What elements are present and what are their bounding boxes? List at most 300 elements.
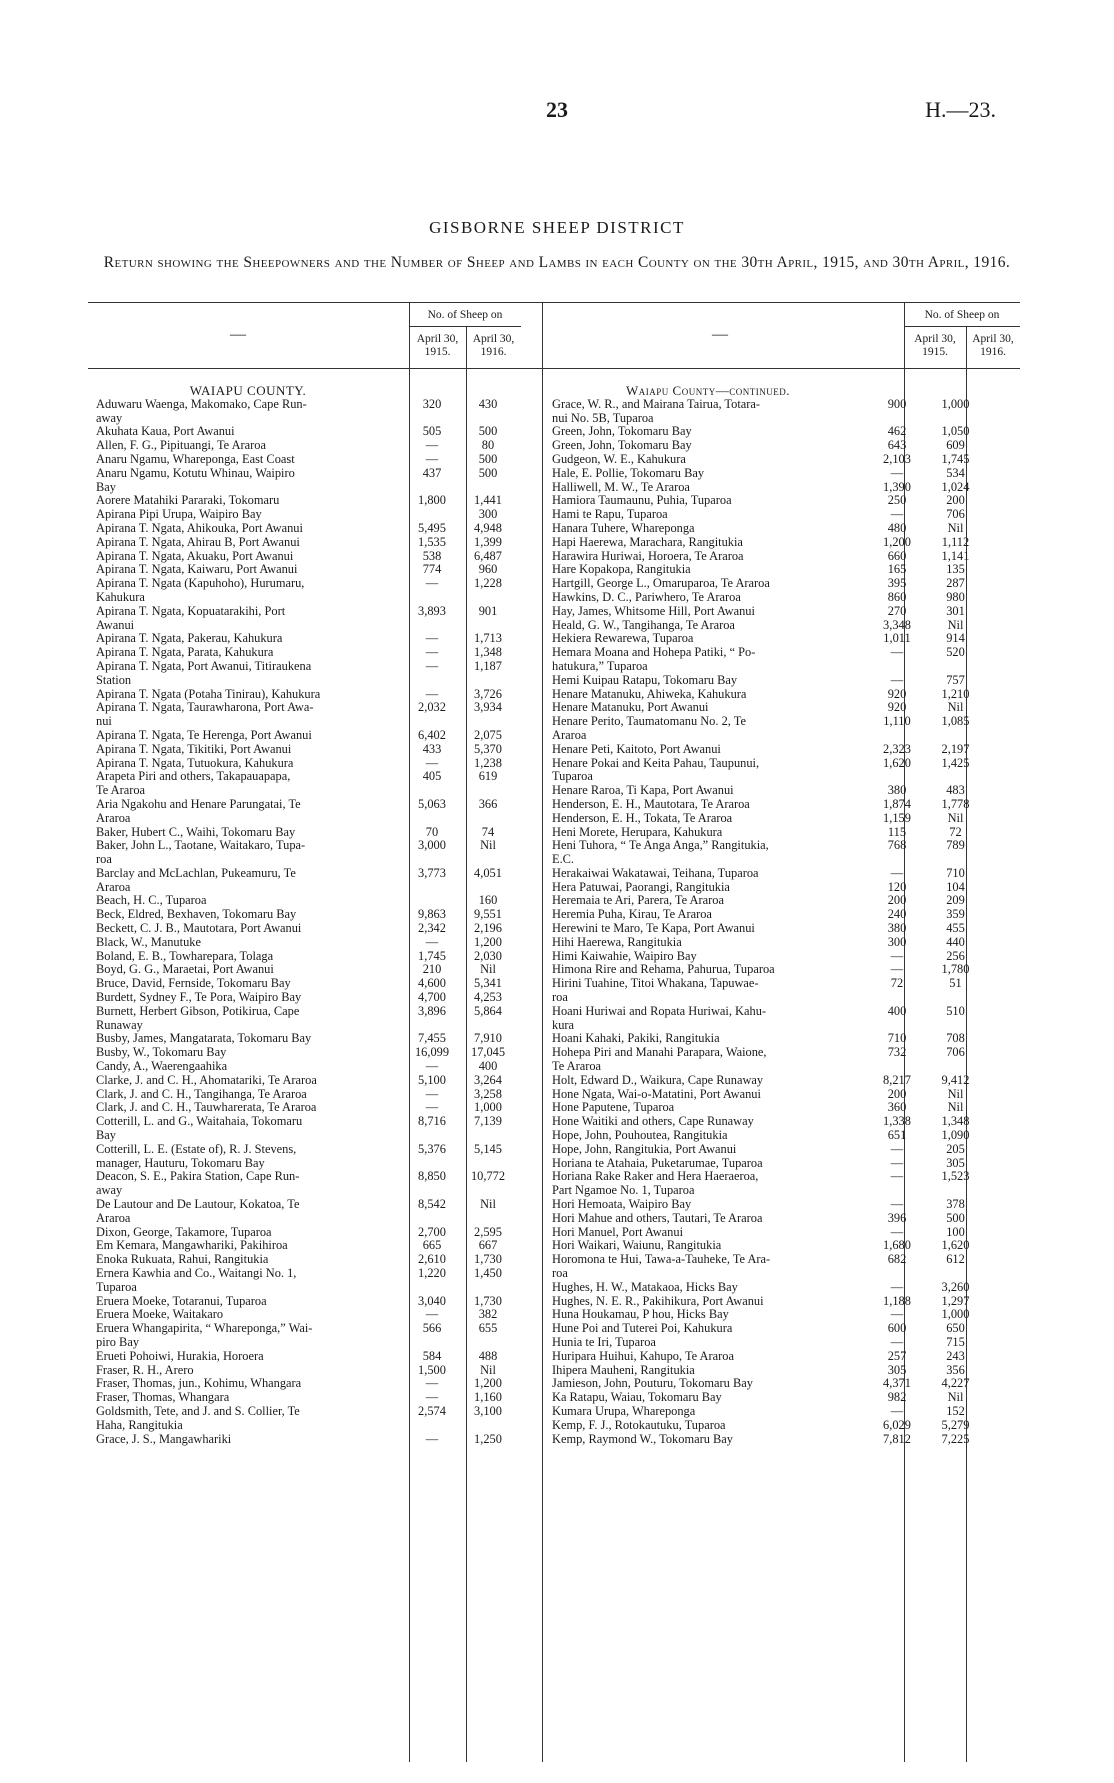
sheep-1915-cell: 1,500 <box>418 1362 446 1377</box>
table-row <box>96 936 514 950</box>
table-row <box>552 605 983 619</box>
owner-name-cell: Burdett, Sydney F., Te Pora, Waipiro Bay <box>96 991 302 1005</box>
owner-name-cell: Hori Mahue and others, Tautari, Te Araroa <box>552 1211 763 1225</box>
table-header-rule <box>88 368 1020 369</box>
sheep-1915-cell: 900 <box>887 396 907 411</box>
sheep-1916-cell: 51 <box>949 976 962 991</box>
sheep-1916-cell: 5,370 <box>474 741 502 756</box>
table-row <box>96 950 514 964</box>
owner-name-cell: Herewini te Maro, Te Kapa, Port Awanui <box>552 922 755 936</box>
sheep-1915-cell: 5,495 <box>418 520 446 535</box>
sheep-1916-cell: 74 <box>481 824 495 839</box>
sheep-1915-cell: 3,896 <box>418 1003 446 1018</box>
table-row <box>96 826 514 840</box>
sheep-1916-cell: 1,000 <box>941 396 970 411</box>
sheep-1915-cell: 165 <box>887 562 907 577</box>
table-row <box>552 701 983 715</box>
table-row <box>96 1336 514 1350</box>
owner-name-cell: Ihipera Mauheni, Rangitukia <box>552 1363 695 1377</box>
table-row <box>552 991 983 1005</box>
table-row <box>96 425 514 439</box>
sheep-1916-cell: 440 <box>946 934 965 949</box>
owner-name-cell: Gudgeon, W. E., Kahukura <box>552 452 686 466</box>
sheep-1915-cell <box>402 412 462 426</box>
sheep-1915-cell: — <box>425 1390 439 1405</box>
sheep-1916-cell: 160 <box>478 893 498 908</box>
table-row <box>96 770 514 784</box>
sheep-1916-cell: 152 <box>946 1403 965 1418</box>
owner-name-cell: away <box>96 1184 123 1198</box>
sheep-1916-cell <box>462 1419 514 1433</box>
sheep-1915-cell: 305 <box>887 1362 907 1377</box>
sheep-1915-cell: 1,745 <box>418 948 446 963</box>
sheep-1915-cell <box>402 1419 462 1433</box>
table-row <box>96 908 514 922</box>
owner-name-cell: manager, Hauturu, Tokomaru Bay <box>96 1156 265 1170</box>
owner-name-cell: Heremia Puha, Kirau, Te Araroa <box>552 908 712 922</box>
owner-name-cell: Hera Patuwai, Paorangi, Rangitukia <box>552 880 730 894</box>
sheep-1916-cell: 5,341 <box>474 976 502 991</box>
sheep-1915-cell: — <box>890 1307 904 1322</box>
table-row <box>552 1032 983 1046</box>
table-row <box>96 577 514 591</box>
sheep-1916-cell: 7,910 <box>474 1031 502 1046</box>
sheep-1915-cell <box>866 660 928 674</box>
owner-name-cell: Hoani Kahaki, Pakiki, Rangitukia <box>552 1032 720 1046</box>
table-row <box>96 743 514 757</box>
sheep-1916-cell: Nil <box>480 962 496 977</box>
sheep-1915-cell: 1,011 <box>883 631 911 646</box>
sheep-1916-cell: 500 <box>478 451 498 466</box>
table-row <box>96 839 514 853</box>
sheep-1916-cell <box>462 1129 514 1143</box>
table-row <box>96 439 514 453</box>
owner-name-cell: Apirana T. Ngata, Taurawharona, Port Awa- <box>96 701 314 715</box>
owner-name-cell: hatukura,” Tuparoa <box>552 659 648 673</box>
sheep-1916-cell: Nil <box>947 810 964 825</box>
sheep-1916-cell: 356 <box>946 1362 965 1377</box>
owner-name-cell: Hori Hemoata, Waipiro Bay <box>552 1198 692 1212</box>
owner-name-cell: Tuparoa <box>552 770 593 784</box>
owner-name-cell: Heald, G. W., Tangihanga, Te Araroa <box>552 618 735 632</box>
sheep-1916-cell: 9,551 <box>474 907 502 922</box>
page-number: 23 <box>546 97 568 122</box>
sheep-1915-cell: — <box>425 1431 439 1446</box>
table-row <box>552 922 983 936</box>
sheep-1916-cell: 4,227 <box>941 1376 970 1391</box>
table-row <box>552 1046 983 1060</box>
owner-name-cell: Hughes, H. W., Matakaoa, Hicks Bay <box>552 1280 738 1294</box>
owner-name-cell: Apirana T. Ngata, Akuaku, Port Awanui <box>96 549 294 563</box>
sheep-1915-cell <box>402 715 462 729</box>
table-row <box>552 522 983 536</box>
sheep-1915-cell <box>866 1267 928 1281</box>
sheep-1916-cell <box>928 1019 983 1033</box>
sheep-1915-cell: 8,217 <box>883 1072 911 1087</box>
owner-name-cell: Beckett, C. J. B., Mautotara, Port Awanui <box>96 922 302 936</box>
table-row <box>96 646 514 660</box>
table-row <box>552 1060 983 1074</box>
owner-name-cell: Hori Waikari, Waiunu, Rangitukia <box>552 1239 722 1253</box>
sheep-1915-cell: 4,700 <box>418 990 446 1005</box>
left-rows <box>96 398 514 1447</box>
sheep-1915-cell: 665 <box>422 1238 442 1253</box>
table-row <box>552 577 983 591</box>
table-row <box>552 1391 983 1405</box>
table-row <box>96 1129 514 1143</box>
center-divider <box>542 302 543 1762</box>
owner-name-cell: Awanui <box>96 618 135 632</box>
sheep-1915-cell: 2,323 <box>883 741 911 756</box>
table-row <box>96 1143 514 1157</box>
table-row <box>96 494 514 508</box>
owner-name-cell: Station <box>96 673 132 687</box>
sheep-1916-cell: 6,487 <box>474 548 502 563</box>
sheep-1915-cell: 6,402 <box>418 727 446 742</box>
table-row <box>552 1129 983 1143</box>
owner-name-cell: Cotterill, L. E. (Estate of), R. J. Stevens, <box>96 1142 297 1156</box>
sheep-1916-cell <box>462 784 514 798</box>
sheep-1915-cell: — <box>890 645 904 660</box>
right-rows <box>552 398 983 1447</box>
sheep-1915-cell: 2,032 <box>418 700 446 715</box>
sheep-1916-cell: 3,260 <box>941 1279 970 1294</box>
sheep-1915-cell: 8,850 <box>418 1169 446 1184</box>
owner-name-cell: Anaru Ngamu, Whareponga, East Coast <box>96 452 295 466</box>
sheep-1915-cell: 433 <box>422 741 442 756</box>
sheep-1915-cell: 380 <box>887 783 907 798</box>
sheep-1915-cell: 480 <box>887 520 907 535</box>
left-group-rule <box>409 326 521 327</box>
owner-name-cell: Grace, J. S., Mangawhariki <box>96 1432 232 1446</box>
sheep-1915-cell <box>402 1212 462 1226</box>
sheep-1916-cell: 488 <box>478 1348 498 1363</box>
table-row <box>96 729 514 743</box>
table-row <box>96 605 514 619</box>
sheep-1915-cell: — <box>425 1376 439 1391</box>
sheep-1916-cell <box>928 853 983 867</box>
sheep-1916-cell: 256 <box>946 948 965 963</box>
sheep-1915-cell <box>402 674 462 688</box>
sheep-1915-cell: — <box>890 465 904 480</box>
sheep-1916-cell: 1,160 <box>474 1390 502 1405</box>
sheep-1915-cell <box>866 991 928 1005</box>
owner-name-cell: Apirana T. Ngata, Port Awanui, Titiraukena <box>96 659 312 673</box>
right-group-label: No. of Sheep on <box>924 309 1000 321</box>
sheep-1916-cell: 483 <box>946 783 965 798</box>
sheep-1915-cell: 1,535 <box>418 534 446 549</box>
sheep-1915-cell <box>402 481 462 495</box>
sheep-1915-cell: 7,812 <box>883 1431 911 1446</box>
sheep-1915-cell: 2,342 <box>418 921 446 936</box>
sheep-1916-cell <box>928 991 983 1005</box>
sheep-1916-cell <box>462 674 514 688</box>
sheep-1916-cell: 1,441 <box>474 493 502 508</box>
owner-name-cell: Horomona te Hui, Tawa-a-Tauheke, Te Ara- <box>552 1253 771 1267</box>
table-row <box>96 508 514 522</box>
owner-name-cell: Apirana T. Ngata (Potaha Tinirau), Kahukura <box>96 687 321 701</box>
owner-name-cell: Hamiora Taumaunu, Puhia, Tuparoa <box>552 494 732 508</box>
sheep-1916-cell: Nil <box>480 1197 496 1212</box>
table-row <box>552 936 983 950</box>
owner-name-cell: Henare Matanuku, Ahiweka, Kahukura <box>552 687 747 701</box>
table-row <box>96 1350 514 1364</box>
sheep-1915-cell <box>402 1281 462 1295</box>
table-row <box>96 660 514 674</box>
sheep-1915-cell: 566 <box>422 1321 442 1336</box>
table-row <box>552 619 983 633</box>
sheep-1916-cell: 1,141 <box>941 548 970 563</box>
owner-name-cell: kura <box>552 1018 575 1032</box>
right-column <box>552 384 983 1446</box>
sheep-1916-cell: 2,196 <box>474 921 502 936</box>
sheep-1916-cell: 209 <box>946 893 965 908</box>
table-row <box>96 550 514 564</box>
owner-name-cell: Aduwaru Waenga, Makomako, Cape Run- <box>96 397 307 411</box>
sheep-1915-cell: — <box>425 1086 439 1101</box>
sheep-1915-cell: — <box>890 1155 904 1170</box>
owner-name-cell: Apirana T. Ngata, Tikitiki, Port Awanui <box>96 742 292 756</box>
table-row <box>552 1074 983 1088</box>
table-row <box>96 812 514 826</box>
sheep-1916-cell: 510 <box>946 1003 965 1018</box>
table-row <box>96 1253 514 1267</box>
right-col-1915: April 30, 1915. <box>914 333 956 358</box>
table-row <box>552 1170 983 1184</box>
sheep-1915-cell <box>866 1060 928 1074</box>
sheep-1916-cell <box>462 812 514 826</box>
table-row <box>552 812 983 826</box>
sheep-1916-cell: 2,197 <box>941 741 970 756</box>
sheep-1915-cell: 1,874 <box>883 796 911 811</box>
owner-name-cell: Apirana T. Ngata, Kopuatarakihi, Port <box>96 604 286 618</box>
sheep-1915-cell: 240 <box>887 907 907 922</box>
owner-name-cell: Ernera Kawhia and Co., Waitangi No. 1, <box>96 1267 297 1280</box>
sheep-1916-cell: 7,225 <box>941 1431 970 1446</box>
sheep-1915-cell: 5,100 <box>418 1072 446 1087</box>
table-row <box>96 1198 514 1212</box>
table-row <box>552 563 983 577</box>
sheep-1916-cell: 5,279 <box>941 1417 970 1432</box>
sheep-1915-cell <box>866 1184 928 1198</box>
sheep-1916-cell: 914 <box>946 631 965 646</box>
table-row <box>552 1157 983 1171</box>
sheep-1915-cell: 250 <box>887 493 907 508</box>
table-row <box>96 1088 514 1102</box>
owner-name-cell: Hale, E. Pollie, Tokomaru Bay <box>552 466 705 480</box>
sheep-1916-cell: Nil <box>480 1362 496 1377</box>
sheep-1916-cell: 7,139 <box>474 1114 502 1129</box>
sheep-1915-cell: 395 <box>887 576 907 591</box>
sheep-1916-cell: 1,778 <box>941 796 970 811</box>
sheep-1916-cell <box>928 1184 983 1198</box>
sheep-1916-cell: Nil <box>947 1100 964 1115</box>
sheep-1916-cell: 9,412 <box>941 1072 970 1087</box>
sheep-1916-cell: 1,200 <box>474 1376 502 1391</box>
sheep-1916-cell: 2,075 <box>474 727 502 742</box>
table-row <box>96 536 514 550</box>
owner-name-cell: Boyd, G. G., Maraetai, Port Awanui <box>96 963 274 977</box>
owner-name-cell: Heni Tuhora, “ Te Anga Anga,” Rangitukia, <box>552 839 769 853</box>
table-row <box>552 867 983 881</box>
table-row <box>552 508 983 522</box>
sheep-1915-cell: 120 <box>887 879 907 894</box>
owner-name-cell: Runaway <box>96 1018 143 1032</box>
owner-name-cell: Kemp, Raymond W., Tokomaru Bay <box>552 1432 733 1446</box>
sheep-1916-cell <box>462 881 514 895</box>
table-row <box>552 550 983 564</box>
table-row <box>552 1377 983 1391</box>
table-row <box>552 963 983 977</box>
table-row <box>96 853 514 867</box>
table-row <box>552 1115 983 1129</box>
table-row <box>96 1157 514 1171</box>
sheep-1915-cell: 4,600 <box>418 976 446 991</box>
owner-name-cell: Em Kemara, Mangawhariki, Pakihiroa <box>96 1239 288 1253</box>
sheep-1916-cell: 1,200 <box>474 934 502 949</box>
owner-name-cell: roa <box>552 1267 568 1280</box>
sheep-1915-cell: — <box>890 1197 904 1212</box>
sheep-1916-cell: 1,112 <box>941 534 970 549</box>
sheep-1915-cell: 396 <box>887 1210 907 1225</box>
owner-name-cell: Apirana T. Ngata, Te Herenga, Port Awanui <box>96 728 312 742</box>
owner-name-cell: Apirana T. Ngata, Parata, Kahukura <box>96 646 274 660</box>
table-row <box>552 1405 983 1419</box>
sheep-1916-cell: Nil <box>947 617 964 632</box>
owner-name-cell: nui <box>96 715 112 729</box>
owner-name-cell: Fraser, Thomas, jun., Kohimu, Whangara <box>96 1377 302 1391</box>
sheep-1915-cell: 1,220 <box>418 1266 446 1280</box>
sheep-1915-cell: — <box>425 686 439 701</box>
sheep-1915-cell: — <box>425 658 439 673</box>
table-row <box>552 1019 983 1033</box>
table-row <box>552 1350 983 1364</box>
sheep-1916-cell: Nil <box>947 1086 964 1101</box>
sheep-1916-cell <box>462 1157 514 1171</box>
sheep-1915-cell <box>402 784 462 798</box>
owner-name-cell: Part Ngamoe No. 1, Tuparoa <box>552 1184 695 1198</box>
sheep-1915-cell: 3,000 <box>418 838 446 853</box>
table-row <box>552 1419 983 1433</box>
county-heading-text: Waiapu County—continued. <box>626 383 790 398</box>
sheep-1915-cell: 210 <box>422 962 442 977</box>
sheep-1916-cell: 1,620 <box>941 1238 970 1253</box>
owner-name-cell: Hami te Rapu, Tuparoa <box>552 508 668 522</box>
sheep-1916-cell: 500 <box>946 1210 965 1225</box>
table-row <box>96 1212 514 1226</box>
sheep-1916-cell: 17,045 <box>470 1045 506 1060</box>
sheep-1915-cell: 5,376 <box>418 1141 446 1156</box>
sheep-1915-cell: — <box>425 934 439 949</box>
owner-name-cell: Jamieson, John, Pouturu, Tokomaru Bay <box>552 1377 753 1391</box>
sheep-1915-cell: 8,542 <box>418 1197 446 1212</box>
sheep-1916-cell: 1,523 <box>941 1169 970 1184</box>
sheep-1915-cell <box>402 1184 462 1198</box>
table-row <box>552 467 983 481</box>
owner-name-cell: roa <box>96 853 112 867</box>
sheep-1915-cell: 643 <box>887 438 907 453</box>
owner-name-cell: Araroa <box>96 1211 131 1225</box>
owner-name-cell: Green, John, Tokomaru Bay <box>552 425 692 439</box>
table-row <box>96 757 514 771</box>
sheep-1916-cell <box>462 591 514 605</box>
owner-name-cell: Deacon, S. E., Pakira Station, Cape Run- <box>96 1170 300 1184</box>
table-row <box>96 1005 514 1019</box>
sheep-1915-cell: — <box>425 1307 439 1322</box>
sheep-1915-cell: 768 <box>887 838 907 853</box>
sheep-1915-cell: 70 <box>425 824 439 839</box>
document-reference: H.—23. <box>925 97 996 122</box>
sheep-1916-cell: 200 <box>946 493 965 508</box>
sheep-1915-cell: — <box>890 1279 904 1294</box>
owner-name-cell: Bruce, David, Fernside, Tokomaru Bay <box>96 977 291 991</box>
table-row <box>552 1308 983 1322</box>
left-group-label: No. of Sheep on <box>427 309 503 321</box>
sheep-1916-cell: 5,145 <box>474 1141 502 1156</box>
sheep-1916-cell <box>462 1184 514 1198</box>
table-row <box>552 494 983 508</box>
owner-name-cell: Hohepa Piri and Manahi Parapara, Waione, <box>552 1046 767 1060</box>
sheep-1916-cell: 4,253 <box>474 990 502 1005</box>
owner-name-cell: Bay <box>96 480 116 494</box>
sheep-1915-cell <box>402 1336 462 1350</box>
owner-name-cell: Kahukura <box>96 590 145 604</box>
sheep-1915-cell: 538 <box>422 548 442 563</box>
sheep-1916-cell: 1,713 <box>474 631 502 646</box>
table-row <box>552 1253 983 1267</box>
sheep-1915-cell: 72 <box>890 976 904 991</box>
sheep-1915-cell: 3,348 <box>883 617 911 632</box>
sheep-1915-cell: 1,188 <box>883 1293 911 1308</box>
table-row <box>96 963 514 977</box>
owner-name-cell: Heni Morete, Herupara, Kahukura <box>552 825 723 839</box>
sheep-1916-cell: 382 <box>478 1307 498 1322</box>
sheep-1916-cell: 366 <box>478 796 498 811</box>
sheep-1916-cell: 980 <box>946 589 965 604</box>
owner-name-cell: E.C. <box>552 853 575 867</box>
sheep-1916-cell <box>462 1336 514 1350</box>
table-row <box>96 1281 514 1295</box>
table-row <box>552 826 983 840</box>
table-top-rule <box>88 302 1020 303</box>
owner-name-cell: Green, John, Tokomaru Bay <box>552 439 692 453</box>
sheep-1916-cell: Nil <box>947 520 964 535</box>
sheep-1915-cell: 3,773 <box>418 865 446 880</box>
owner-name-cell: Apirana T. Ngata, Tutuokura, Kahukura <box>96 756 294 770</box>
sheep-1915-cell: 2,610 <box>418 1252 446 1267</box>
owner-name-cell: Clark, J. and C. H., Tauwharerata, Te Araroa <box>96 1101 317 1115</box>
sheep-1916-cell <box>462 1212 514 1226</box>
sheep-1915-cell: 1,620 <box>883 755 911 770</box>
sheep-1916-cell: Nil <box>947 1390 964 1405</box>
owner-name-cell: Hartgill, George L., Omaruparoa, Te Araroa <box>552 577 770 591</box>
table-row <box>552 950 983 964</box>
owner-name-cell: Bay <box>96 1129 116 1143</box>
table-row <box>96 1032 514 1046</box>
sheep-1916-cell: 2,595 <box>474 1224 502 1239</box>
sheep-1915-cell: 16,099 <box>414 1045 450 1060</box>
sheep-1916-cell: 500 <box>478 424 498 439</box>
table-row <box>552 646 983 660</box>
county-heading: WAIAPU COUNTY. <box>189 383 307 398</box>
table-row <box>96 1060 514 1074</box>
sheep-1915-cell <box>402 1019 462 1033</box>
document-title: GISBORNE SHEEP DISTRICT <box>429 218 685 237</box>
sheep-1915-cell: 7,455 <box>418 1031 446 1046</box>
table-row <box>552 1239 983 1253</box>
owner-name-cell: Busby, W., Tokomaru Bay <box>96 1046 227 1060</box>
owner-name-cell: Fraser, R. H., Arero <box>96 1363 194 1377</box>
